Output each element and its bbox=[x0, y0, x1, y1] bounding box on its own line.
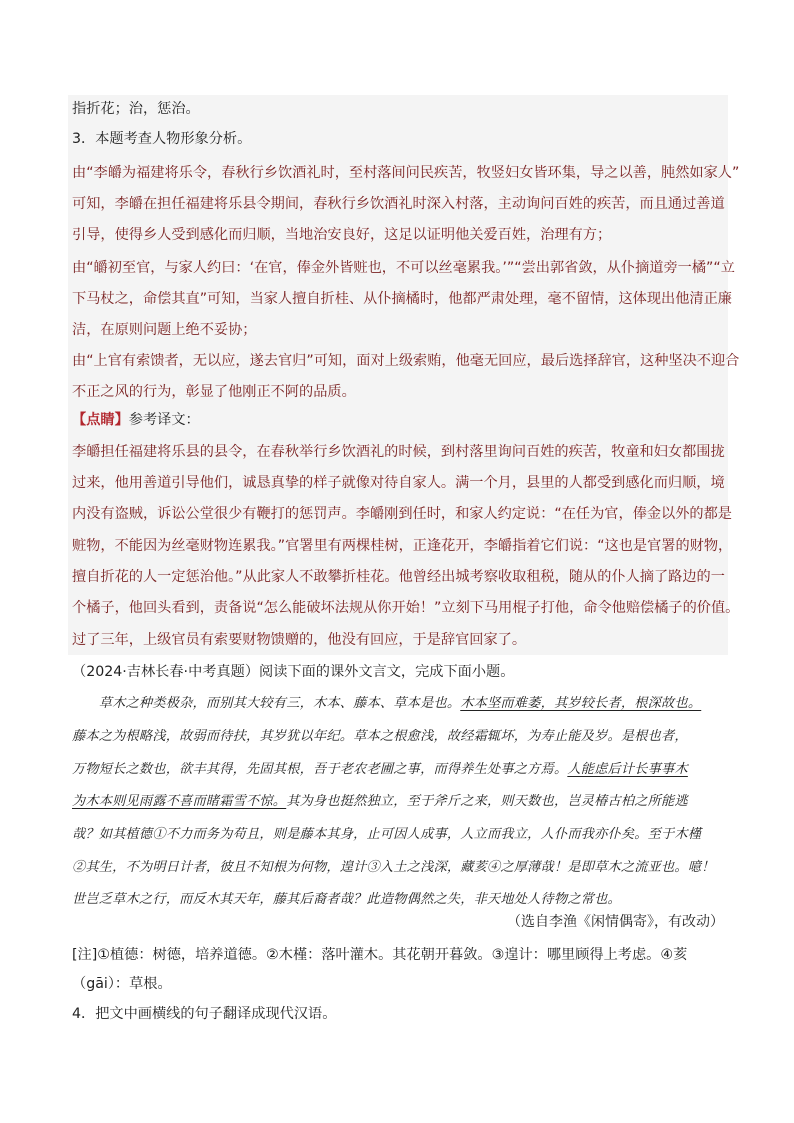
translation-line: 内没有盗贼，诉讼公堂很少有鞭打的惩罚声。李皭刚到任时，和家人约定说：“在任为官，俸金以外的都是 bbox=[72, 506, 732, 522]
tip-bracket: 【点睛】 bbox=[72, 412, 129, 428]
underlined-sentence: 木本坚而难萎，其岁较长者，根深故也。 bbox=[460, 696, 702, 711]
passage-text: 草木之种类极杂，而别其大较有三，木本、藤本、草本是也。 bbox=[72, 696, 461, 711]
question-intro: （2024·吉林长春·中考真题）阅读下面的课外文言文，完成下面小题。 bbox=[72, 664, 515, 680]
answer-line: 下马杖之，命偿其直”可知，当家人擅自折桂、从仆摘橘时，他都严肃处理，毫不留情，这体现出他清正廉 bbox=[72, 291, 732, 307]
passage-line bbox=[72, 890, 621, 910]
passage-text: 藤本之为根略浅，故弱而待扶，其岁犹以年纪。草本之根愈浅，故经霜辄坏，为寿止能及岁。是根也者， bbox=[72, 729, 688, 744]
translation-line: 赃物，不能因为丝毫财物连累我。”官署里有两棵桂树，正逢花开，李皭指着它们说：“这也是官署的财物， bbox=[72, 538, 733, 554]
answer-line: 由“上官有索馈者，无以应，遂去官归”可知，面对上级索贿，他毫无回应，最后选择辞官，这种坚决不迎合 bbox=[72, 353, 740, 369]
answer-line: 洁，在原则问题上绝不妥协； bbox=[72, 322, 257, 338]
answer-line: 由“李皭为福建将乐令，春秋行乡饮酒礼时，至村落间问民疾苦，牧竖妇女皆环集，导之以善，肫然如家人” bbox=[72, 165, 740, 181]
underlined-sentence: 人能虑后计长事事木 bbox=[567, 762, 688, 777]
passage-text: 哉？如其植德①不力而务为苟且，则是藤本其身，止可因人成事，人立而我立，人仆而我亦仆矣。至于木槿 bbox=[72, 827, 702, 842]
answer-line: 不正之风的行为，彰显了他刚正不阿的品质。 bbox=[72, 384, 356, 400]
translation-line: 过来，他用善道引导他们，诚恳真挚的样子就像对待自家人。满一个月，县里的人都受到感化而归顺，境 bbox=[72, 475, 725, 491]
answer-line: 引导，使得乡人受到感化而归顺，当地治安良好，这足以证明他关爱百姓，治理有方； bbox=[72, 227, 612, 243]
notes-line-2: （gāi）：草根。 bbox=[72, 976, 172, 992]
translation-line: 过了三年，上级官员有索要财物馈赠的，他没有回应，于是辞官回家了。 bbox=[72, 632, 527, 648]
passage-line bbox=[72, 825, 701, 845]
passage-line bbox=[72, 727, 688, 747]
question-4: 4．把文中画横线的句子翻译成现代汉语。 bbox=[72, 1006, 337, 1022]
passage-line bbox=[72, 760, 688, 780]
passage-line bbox=[72, 694, 701, 714]
passage-line bbox=[72, 792, 688, 812]
translation-line: 个橘子，他回头看到，责备说“怎么能破坏法规从你开始！”立刻下马用棍子打他，命令他赔偿橘子的价值。 bbox=[72, 600, 740, 616]
answer-line: 3．本题考查人物形象分析。 bbox=[72, 131, 252, 147]
answer-line: 可知，李皭在担任福建将乐县令期间，春秋行乡饮酒礼时深入村落，主动询问百姓的疾苦，而且通过善道 bbox=[72, 196, 725, 212]
passage-text: 万物短长之数也，欲丰其得，先固其根，吾于老农老圃之事，而得养生处事之方焉。 bbox=[72, 762, 568, 777]
tip-label: 参考译文： bbox=[128, 412, 200, 428]
tip-heading bbox=[72, 410, 200, 430]
notes-line-1: [注]①植德：树德，培养道德。②木槿：落叶灌木。其花朝开暮敛。③遑计：哪里顾得上考虑。④荄 bbox=[72, 947, 688, 963]
source-citation: （选自李渔《闲情偶寄》，有改动） bbox=[507, 914, 724, 930]
answer-line: 由“皭初至官，与家人约曰：‘在官，俸金外皆赃也，不可以丝毫累我。’”“尝出郭省敛，从仆摘道旁一橘”“立 bbox=[72, 260, 735, 276]
passage-text: ②其生，不为明日计者，彼且不知根为何物，遑计③入土之浅深，藏荄④之厚薄哉！是即草木之流亚也。噫！ bbox=[72, 860, 715, 875]
passage-line bbox=[72, 858, 715, 878]
passage-text: 其为身也挺然独立，至于斧斤之来，则天数也，岂灵椿古柏之所能逃 bbox=[286, 794, 688, 809]
translation-line: 李皭担任福建将乐县的县令，在春秋举行乡饮酒礼的时候，到村落里询问百姓的疾苦，牧童和妇女都围拢 bbox=[72, 444, 725, 460]
passage-text: 世岂乏草木之行，而反木其天年，藤其后裔者哉？此造物偶然之失，非天地处人待物之常也。 bbox=[72, 892, 621, 907]
underlined-sentence: 为木本则见雨露不喜而睹霜雪不惊。 bbox=[72, 794, 287, 809]
translation-line: 擅自折花的人一定惩治他。”从此家人不敢攀折桂花。他曾经出城考察收取租税，随从的仆人摘了路边的一 bbox=[72, 569, 725, 585]
answer-line: 指折花；治，惩治。 bbox=[72, 101, 200, 117]
